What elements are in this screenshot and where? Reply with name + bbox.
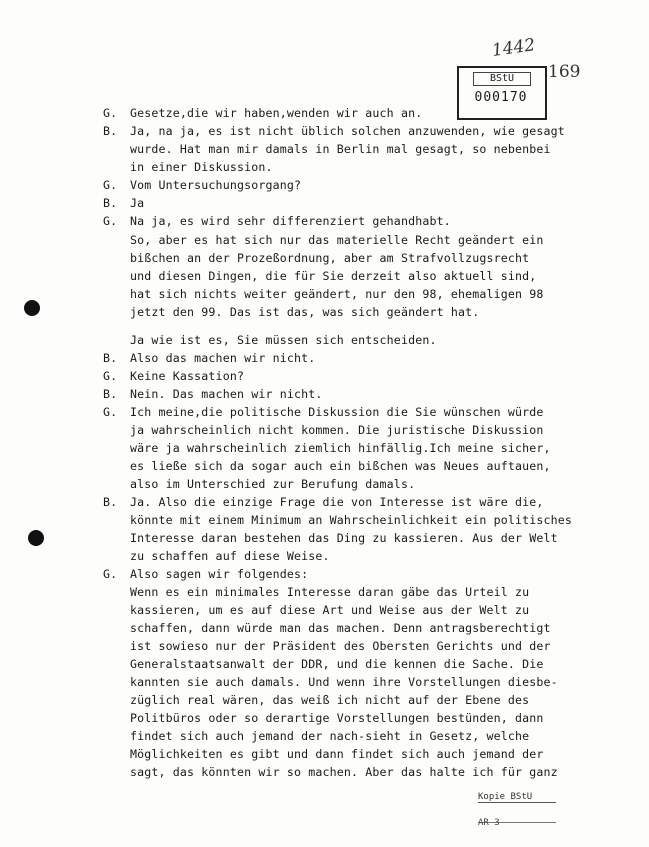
line-text: ist sowieso nur der Präsident des Obersten Gerichts und der bbox=[130, 639, 551, 653]
line-text: und diesen Dingen, die für Sie derzeit also aktuell sind, bbox=[130, 269, 537, 283]
handwritten-number: 1442 bbox=[490, 35, 537, 61]
speaker-label: B. bbox=[103, 387, 118, 401]
copy-stamp-label: Kopie BStU bbox=[478, 792, 556, 803]
speaker-label: G. bbox=[103, 214, 118, 228]
speaker-label: G. bbox=[103, 178, 118, 192]
punch-hole-top bbox=[24, 300, 40, 316]
line-text: sagt, das könnten wir so machen. Aber das halte ich für ganz bbox=[130, 765, 558, 779]
line-text: Ja bbox=[130, 196, 145, 210]
line-text: es ließe sich da sogar auch ein bißchen was Neues auftauen, bbox=[130, 459, 551, 473]
speaker-label: B. bbox=[103, 495, 118, 509]
line-text: Vom Untersuchungsorgang? bbox=[130, 178, 302, 192]
punch-hole-bottom bbox=[28, 530, 44, 546]
copy-stamp bbox=[478, 792, 558, 826]
line-text: züglich real wären, das weiß ich nicht auf der Ebene des bbox=[130, 693, 530, 707]
copy-stamp-box bbox=[478, 806, 556, 828]
line-text: also im Unterschied zur Berufung damals. bbox=[130, 477, 416, 491]
speaker-label: B. bbox=[103, 351, 118, 365]
speaker-label: G. bbox=[103, 567, 118, 581]
line-text: Gesetze,die wir haben,wenden wir auch an. bbox=[130, 106, 423, 120]
line-text: Also sagen wir folgendes: bbox=[130, 567, 309, 581]
line-text: wurde. Hat man mir damals in Berlin mal gesagt, so nebenbei bbox=[130, 142, 551, 156]
speaker-label: B. bbox=[103, 124, 118, 138]
speaker-label: B. bbox=[103, 196, 118, 210]
stamp-number: 000170 bbox=[474, 90, 528, 105]
line-text: Politbüros oder so derartige Vorstellungen bestünden, dann bbox=[130, 711, 544, 725]
speaker-label: G. bbox=[103, 106, 118, 120]
speaker-label: G. bbox=[103, 405, 118, 419]
line-text: jetzt den 99. Das ist das, was sich geändert hat. bbox=[130, 305, 480, 319]
speaker-label: G. bbox=[103, 369, 118, 383]
line-text: Generalstaatsanwalt der DDR, und die kennen die Sache. Die bbox=[130, 657, 544, 671]
copy-stamp-sub: AR 3 bbox=[478, 818, 500, 828]
line-text: zu schaffen auf diese Weise. bbox=[130, 549, 330, 563]
line-text: Möglichkeiten es gibt und dann findet sich auch jemand der bbox=[130, 747, 544, 761]
line-text: kassieren, um es auf diese Art und Weise aus der Welt zu bbox=[130, 603, 530, 617]
line-text: So, aber es hat sich nur das materielle Recht geändert ein bbox=[130, 233, 544, 247]
line-text: hat sich nichts weiter geändert, nur den 98, ehemaligen 98 bbox=[130, 287, 544, 301]
line-text: bißchen an der Prozeßordnung, aber am Strafvollzugsrecht bbox=[130, 251, 530, 265]
line-text: Ja. Also die einzige Frage die von Interesse ist wäre die, bbox=[130, 495, 544, 509]
line-text: Na ja, es wird sehr differenziert gehandhabt. bbox=[130, 214, 451, 228]
line-text: Also das machen wir nicht. bbox=[130, 351, 316, 365]
line-text: kannten sie auch damals. Und wenn ihre Vorstellungen diesbe- bbox=[130, 675, 558, 689]
line-text: in einer Diskussion. bbox=[130, 160, 273, 174]
line-text: Ja, na ja, es ist nicht üblich solchen anzuwenden, wie gesagt bbox=[130, 124, 565, 138]
line-text: wäre ja wahrscheinlich ziemlich hinfällig.Ich meine sicher, bbox=[130, 441, 551, 455]
stamp-label: BStU bbox=[473, 72, 531, 86]
line-text: findet sich auch jemand der nach-sieht in Gesetz, welche bbox=[130, 729, 530, 743]
bstu-stamp bbox=[457, 66, 547, 120]
line-text: Interesse daran bestehen das Ding zu kassieren. Aus der Welt bbox=[130, 531, 558, 545]
line-text: Ja wie ist es, Sie müssen sich entscheiden. bbox=[130, 333, 437, 347]
line-text: könnte mit einem Minimum an Wahrscheinlichkeit ein politisches bbox=[130, 513, 573, 527]
line-text: ja wahrscheinlich nicht kommen. Die juristische Diskussion bbox=[130, 423, 544, 437]
line-text: Nein. Das machen wir nicht. bbox=[130, 387, 323, 401]
line-text: schaffen, dann würde man das machen. Denn antragsberechtigt bbox=[130, 621, 551, 635]
line-text: Ich meine,die politische Diskussion die Sie wünschen würde bbox=[130, 405, 544, 419]
page-number: 169 bbox=[548, 62, 581, 82]
line-text: Wenn es ein minimales Interesse daran gäbe das Urteil zu bbox=[130, 585, 530, 599]
line-text: Keine Kassation? bbox=[130, 369, 245, 383]
